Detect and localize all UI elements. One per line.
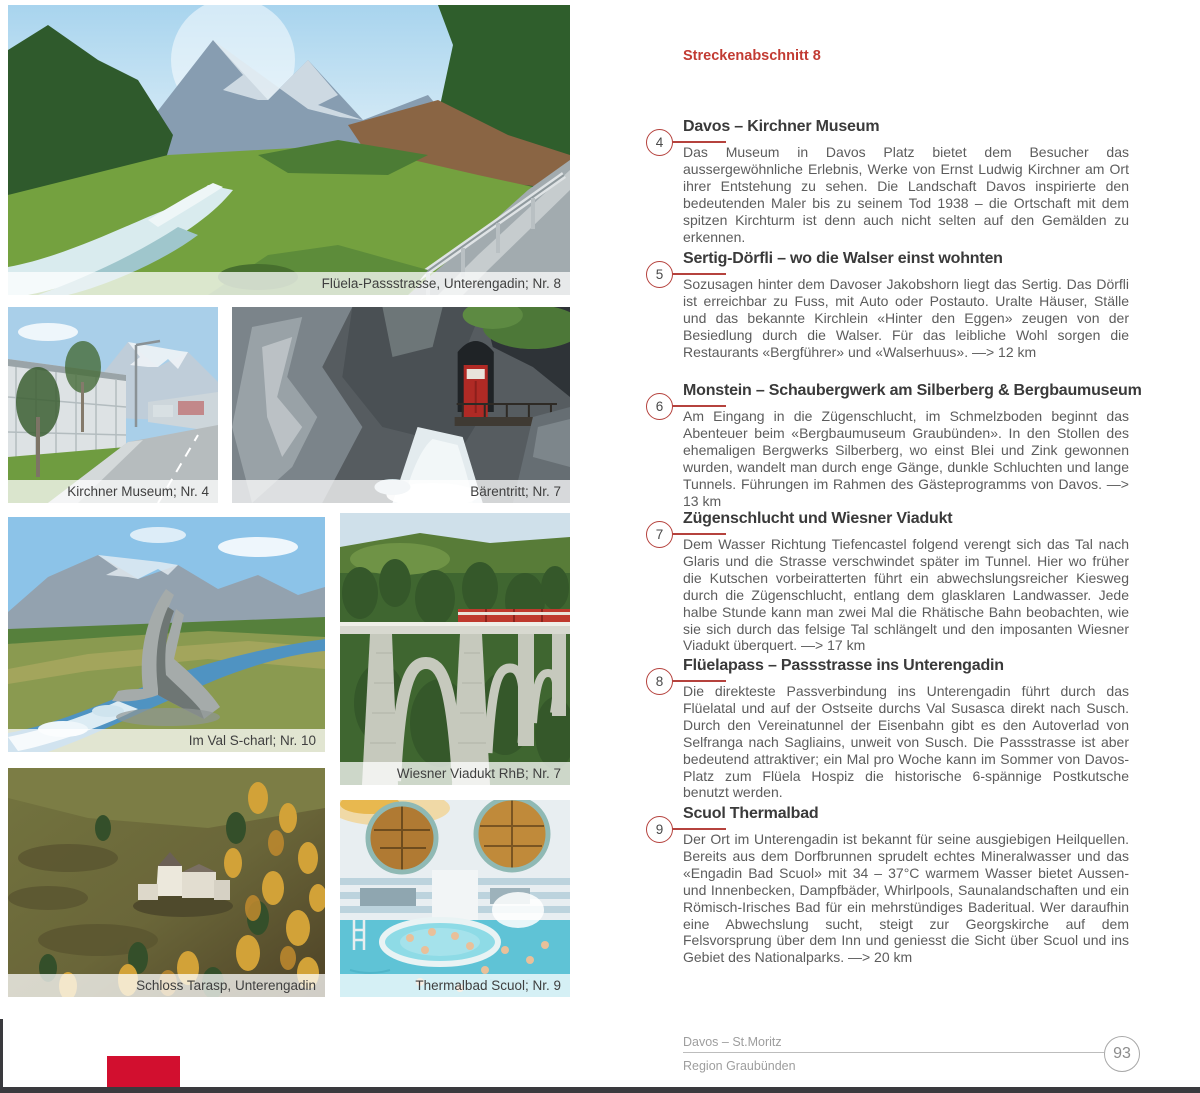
poi-connector-line	[671, 680, 726, 682]
poi-description: Der Ort im Unterengadin ist bekannt für seine ausgiebigen Heilquellen. Bereits aus dem Dorfbrunnen sprudelt echtes Mineralwasser und das «Engadin Bad Scuol» mit 34 – 37°C warmem Wasser bietet Aussen- und Innenbecken, Dampfbäder, Whirlpools, Saunalandschaften und ein Römisch-Irisches Bad für ein mehrstündiges Baderitual. Wer daraufhin eine Abwechslung sucht, steigt zur Georgskirche auf dem Felsvorsprung über dem Inn und geniesst die Sicht über Scuol und ins Gebiet des Nationalparks. —> 20 km	[683, 831, 1129, 966]
poi-description: Die direkteste Passverbindung ins Unterengadin führt durch das Flüelatal und auf der Ostseite durchs Val Susasca direkt nach Susch. Durch den Vereinatunnel der Eisenbahn gibt es den Autoverlad von Selfranga nach Sagliains, unweit von Susch. Die Passstrasse ist aber bedeutend attraktiver; ein Mal pro Woche kann im Sommer von Davos-Platz zum Flüela Hospiz die historische 6-spännige Postkutsche benutzt werden.	[683, 683, 1129, 801]
wiesner-viadukt-image	[340, 513, 570, 785]
photo-baerentritt	[232, 307, 570, 503]
photo-kirchner-museum	[8, 307, 218, 503]
photo-caption: Im Val S-charl; Nr. 10	[8, 729, 325, 752]
footer-divider-line	[683, 1052, 1104, 1053]
photo-caption: Bärentritt; Nr. 7	[232, 480, 570, 503]
photo-caption: Wiesner Viadukt RhB; Nr. 7	[340, 762, 570, 785]
photo-schloss-tarasp	[8, 768, 325, 997]
section-kicker: Streckenabschnitt 8	[683, 48, 821, 64]
poi-description: Das Museum in Davos Platz bietet dem Besucher das aussergewöhnliche Erlebnis, Werke von Ernst Ludwig Kirchner am Ort ihrer Entstehung zu sehen. Die Landschaft Davos inspirierte den bedeutenden Maler bis zu seinem Tod 1938 – die Ortschaft mit dem spitzen Kirchturm ist denn auch nicht selten auf den Gemälden zu erkennen.	[683, 144, 1129, 245]
footer-region-label: Region Graubünden	[683, 1059, 796, 1073]
photo-caption: Kirchner Museum; Nr. 4	[8, 480, 218, 503]
poi-connector-line	[671, 273, 726, 275]
photo-caption: Thermalbad Scuol; Nr. 9	[340, 974, 570, 997]
photo-thermalbad-scuol	[340, 800, 570, 997]
footer-route-label: Davos – St.Moritz	[683, 1035, 782, 1049]
photo-caption: Schloss Tarasp, Unterengadin	[8, 974, 325, 997]
baerentritt-gorge-image	[232, 307, 570, 503]
poi-title: Davos – Kirchner Museum	[683, 118, 880, 135]
red-tab-marker	[107, 1056, 180, 1087]
poi-connector-line	[671, 828, 726, 830]
poi-number-badge: 8	[646, 668, 673, 695]
page-bottom-border	[0, 1087, 1200, 1093]
fluela-pass-landscape-image	[8, 5, 570, 295]
poi-section-davos-kirchner-museum	[640, 118, 1140, 245]
poi-number-badge: 7	[646, 521, 673, 548]
poi-connector-line	[671, 533, 726, 535]
poi-title: Scuol Thermalbad	[683, 805, 819, 822]
poi-description: Dem Wasser Richtung Tiefencastel folgend verengt sich das Tal nach Glaris und die Strasse verschwindet später im Tunnel. Hier wo früher die Kutschen vorbeiratterten führt ein abwechslungsreicher Kiesweg durch die Zügenschlucht, entlang dem glasklaren Landwasser. Jede halbe Stunde kann man zwei Mal die Rhätische Bahn beobachten, wie sie sich durch das felsige Tal schlängelt und den imposanten Wiesner Viadukt überquert. —> 17 km	[683, 536, 1129, 654]
photo-wiesner-viadukt	[340, 513, 570, 785]
schloss-tarasp-image	[8, 768, 325, 997]
poi-connector-line	[671, 141, 726, 143]
poi-title: Sertig-Dörfli – wo die Walser einst wohnten	[683, 250, 1003, 267]
poi-section-scuol-thermalbad	[640, 805, 1140, 966]
poi-section-sertig-doerfli	[640, 250, 1140, 361]
poi-description: Sozusagen hinter dem Davoser Jakobshorn liegt das Sertig. Das Dörfli ist erreichbar zu Fuss, mit Auto oder Postauto. Uralte Häuser, Ställe und das bekannte Kirchlein «Hinter den Eggen» zeugen von der Besiedlung durch die Walser. Für das leibliche Wohl sorgen die Restaurants «Bergführer» und «Walserhuus». —> 12 km	[683, 276, 1129, 360]
poi-number-badge: 4	[646, 129, 673, 156]
poi-description: Am Eingang in die Zügenschlucht, im Schmelzboden beginnt das Abenteuer beim «Bergbaumuseum Graubünden». In den Stollen des ehemaligen Bergwerks Silberberg, wo einst Blei und Zink gewonnen wurden, wandelt man durch enge Gänge, dunkle Schluchten und lange Tunnels. Führungen im Rahmen des Gästeprogramms von Davos. —> 13 km	[683, 408, 1129, 509]
poi-title: Monstein – Schaubergwerk am Silberberg & Bergbaumuseum	[683, 382, 1142, 399]
poi-title: Flüelapass – Passstrasse ins Unterengadin	[683, 657, 1004, 674]
round-window-left	[368, 804, 436, 872]
poi-title: Zügenschlucht und Wiesner Viadukt	[683, 510, 953, 527]
red-train	[458, 609, 570, 622]
text-column	[640, 0, 1140, 1093]
page-edge-shadow	[0, 1019, 3, 1093]
thermalbad-pool-image	[340, 800, 570, 997]
poi-connector-line	[671, 405, 726, 407]
photo-fluela-passstrasse	[8, 5, 570, 295]
poi-section-zuegenschlucht	[640, 510, 1140, 654]
page-number-badge: 93	[1104, 1036, 1140, 1072]
photo-caption: Flüela-Passstrasse, Unterengadin; Nr. 8	[8, 272, 570, 295]
poi-number-badge: 5	[646, 261, 673, 288]
kirchner-museum-image	[8, 307, 218, 503]
val-s-charl-valley-image	[8, 517, 325, 752]
photo-val-s-charl	[8, 517, 325, 752]
poi-number-badge: 9	[646, 816, 673, 843]
poi-section-monstein-schaubergwerk	[640, 382, 1140, 509]
poi-number-badge: 6	[646, 393, 673, 420]
poi-section-fluelapass	[640, 657, 1140, 801]
round-window-right	[476, 800, 548, 870]
